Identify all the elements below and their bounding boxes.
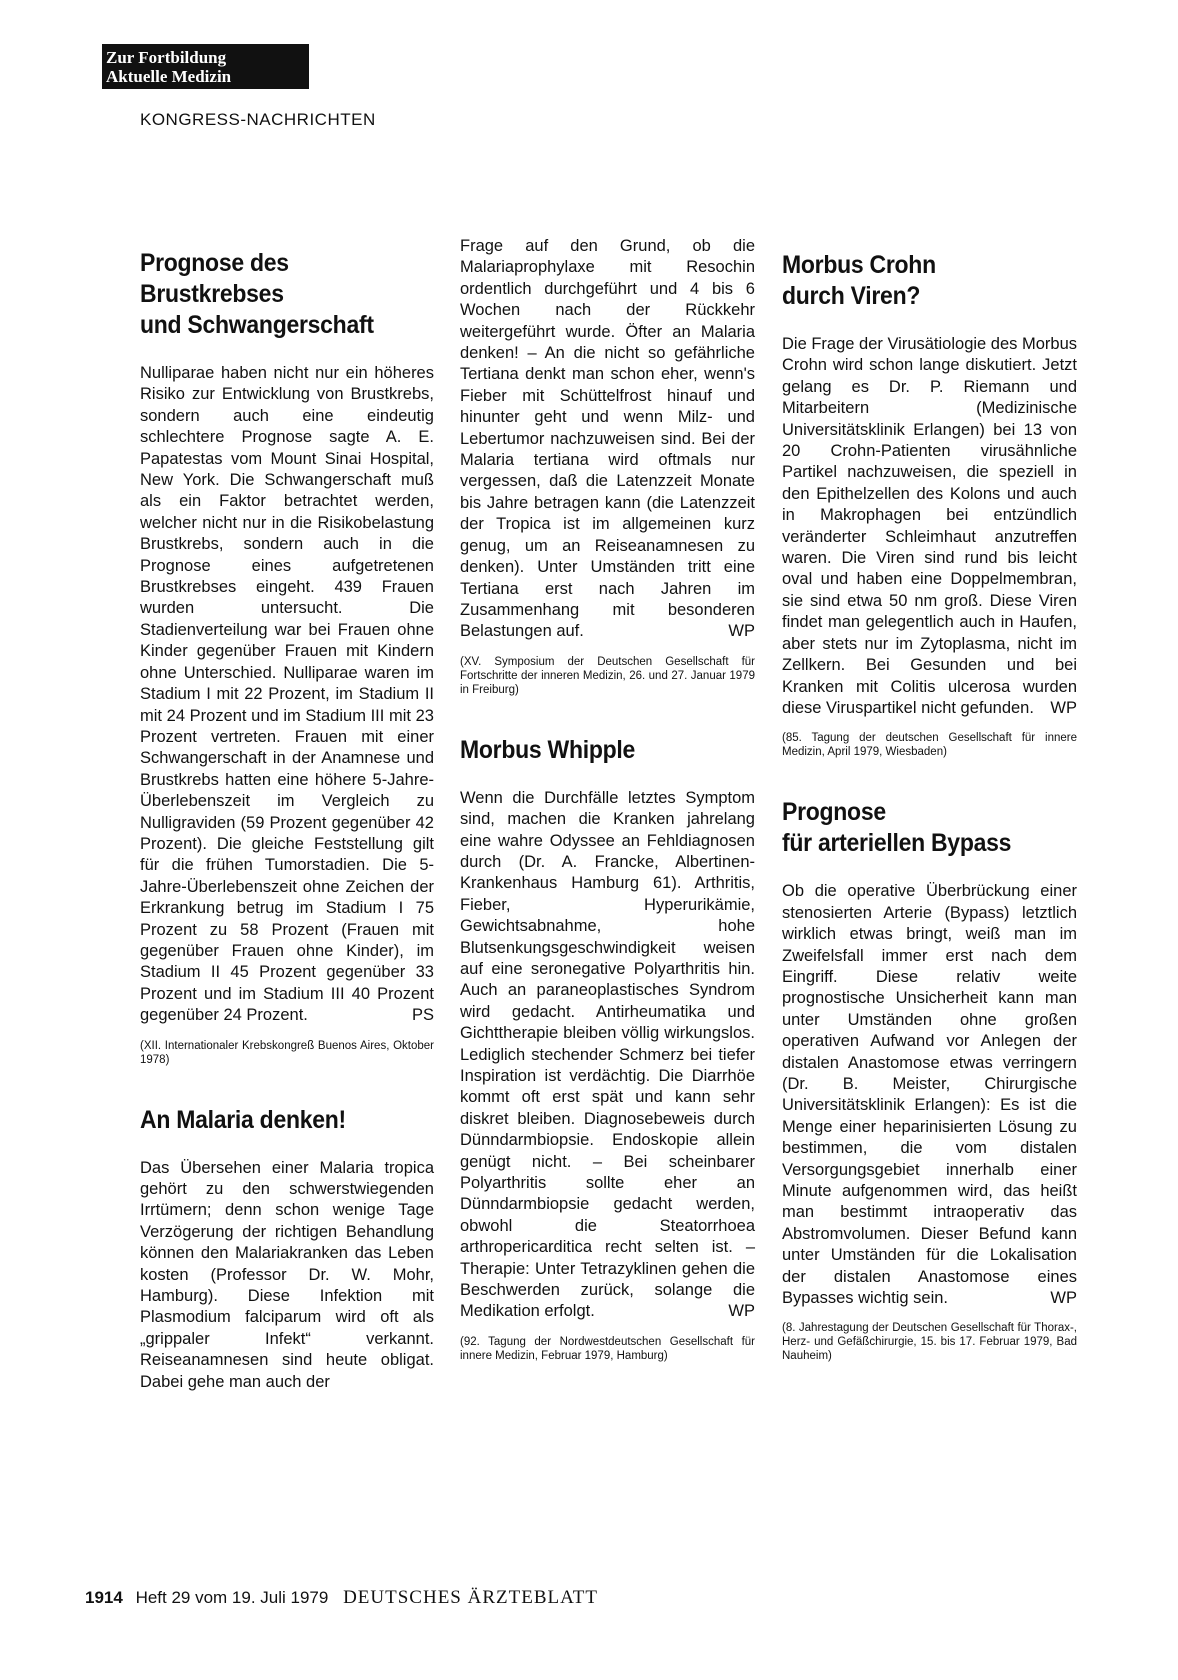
author-initials: WP	[1050, 698, 1077, 717]
article-body	[460, 788, 755, 1323]
body-text: Frage auf den Grund, ob die Malariaprophylaxe mit Resochin ordentlich durchgeführt und 4 bis 6 Wochen nach der Rückkehr weitergeführt wurde. Öfter an Malaria denken! – An die nicht so gefährliche Tertiana denkt man schon eher, wenn's Fieber mit Schüttelfrost hinauf und hinunter geht und wenn Milz- und Lebertumor nachzuweisen sind. Bei der Malaria tertiana wird oftmals nur vergessen, daß die Latenzzeit Monate bis Jahre betragen kann (die Latenzzeit der Tropica ist im allgemeinen kurz genug, um an Reiseanamnesen zu denken). Unter Umständen tritt eine Tertiana erst nach Jahren im Zusammenhang mit besonderen Belastungen auf.	[460, 237, 755, 641]
author-initials: WP	[728, 622, 755, 641]
rubric-box	[102, 44, 309, 89]
section-label: KONGRESS-NACHRICHTEN	[140, 110, 376, 129]
article-crohn	[782, 250, 1077, 759]
article-title	[140, 248, 410, 341]
journal-name: DEUTSCHES ÄRZTEBLATT	[343, 1587, 598, 1608]
page-number: 1914	[85, 1588, 123, 1607]
article-source: (8. Jahrestagung der Deutschen Gesellschaft für Thorax-, Herz- und Gefäßchirurgie, 15. bis 17. Februar 1979, Bad Nauheim)	[782, 1322, 1077, 1363]
article-whipple	[460, 735, 755, 1363]
article-title	[782, 250, 1053, 312]
body-text: Ob die operative Überbrückung einer stenosierten Arterie (Bypass) letztlich wirklich etwas bringt, weiß man im Zweifelsfall immer erst nach dem Eingriff. Diese relativ weite prognostische Unsicherheit kann man unter Umständen ohne großen operativen Aufwand vor Anlegen der distalen Anastomose etwas verringern (Dr. B. Meister, Chirurgische Universitätsklinik Erlangen): Es ist die Menge einer heparinisierten Lösung zu bestimmen, die vom distalen Versorgungsgebiet innerhalb einer Minute aufgenommen wird, das heißt man bestimmt intraoperativ das Abstromvolumen. Dieser Befund kann unter Umständen für die Lokalisation der distalen Anastomose eines Bypasses wichtig sein.	[782, 882, 1077, 1308]
article-title: An Malaria denken!	[140, 1105, 346, 1134]
author-initials: WP	[1050, 1289, 1077, 1308]
article-brustkrebs	[140, 248, 434, 1067]
column-3	[782, 250, 1077, 1363]
article-bypass	[782, 797, 1077, 1363]
body-text: Wenn die Durchfälle letztes Symptom sind, machen die Kranken jahrelang eine wahre Odyssee an Fehldiagnosen durch (Dr. A. Francke, Albertinen-Krankenhaus Hamburg 61). Arthritis, Fieber, Hyperurikämie, Gewichtsabnahme, hohe Blutsenkungsgeschwindigkeit weisen auf eine seronegative Polyarthritis hin. Auch an paraneoplastisches Syndrom wird gedacht. Antirheumatika und Gichttherapie bleiben völlig wirkungslos. Lediglich stechender Schmerz bei tiefer Inspiration ist verdächtig. Die Diarrhöe kommt oft erst spät und kann sehr diskret bleiben. Diagnosebeweis durch Dünndarmbiopsie. Endoskopie allein genügt nicht. – Bei scheinbarer Polyarthritis sollte eher an Dünndarmbiopsie gedacht werden, obwohl die Steatorrhoea arthropericarditica recht selten ist. – Therapie: Unter Tetrazyklinen gehen die Beschwerden zurück, solange die Medikation erfolgt.	[460, 788, 755, 1321]
article-source: (92. Tagung der Nordwestdeutschen Gesellschaft für innere Medizin, Februar 1979, Hamburg)	[460, 1335, 755, 1362]
article-source: (85. Tagung der deutschen Gesellschaft für innere Medizin, April 1979, Wiesbaden)	[782, 732, 1077, 759]
title-line: Prognose	[782, 798, 886, 827]
article-body	[140, 363, 434, 1027]
column-1	[140, 248, 434, 1393]
article-malaria-continued	[460, 236, 755, 697]
title-line: und Schwangerschaft	[140, 311, 374, 339]
article-body: Das Übersehen einer Malaria tropica gehört zu den schwerstwiegenden Irrtümern; denn schon wenige Tage Verzögerung der richtigen Behandlung können den Malariakranken das Leben kosten (Professor Dr. W. Mohr, Hamburg). Diese Infektion mit Plasmodium falciparum wird oft als „grippaler Infekt“ verkannt. Reiseanamnesen sind heute obligat. Dabei gehe man auch der	[140, 1158, 434, 1391]
title-line: Brustkrebses	[140, 280, 284, 308]
page-footer	[85, 1587, 598, 1609]
body-text: Die Frage der Virusätiologie des Morbus Crohn wird schon lange diskutiert. Jetzt gelang es Dr. P. Riemann und Mitarbeitern (Medizinische Universitätsklinik Erlangen) bei 13 von 20 Crohn-Patienten virusähnliche Partikel nachzuweisen, die speziell in den Epithelzellen des Kolons und auch in Makrophagen bei entzündlich veränderter Schleimhaut anzutreffen waren. Die Viren sind rund bis leicht oval und haben eine Doppelmembran, sie sind etwa 50 nm groß. Diese Viren findet man gelegentlich auch in Haufen, aber stets nur im Zytoplasma, nicht im Zellkern. Bei Gesunden und bei Kranken mit Colitis ulcerosa wurden diese Viruspartikel nicht gefunden.	[782, 335, 1078, 717]
article-body	[460, 236, 755, 643]
article-source: (XV. Symposium der Deutschen Gesellschaft für Fortschritte der inneren Medizin, 26. und 27. Januar 1979 in Freiburg)	[460, 655, 755, 696]
body-text: Nulliparae haben nicht nur ein höheres Risiko zur Entwicklung von Brustkrebs, sondern auch eine eindeutig schlechtere Prognose sagte A. E. Papatestas vom Mount Sinai Hospital, New York. Die Schwangerschaft muß als ein Faktor betrachtet werden, welcher nicht nur in die Risikobelastung Brustkrebs, sondern auch in die Prognose eines aufgetretenen Brustkrebses eingeht. 439 Frauen wurden untersucht. Die Stadienverteilung war bei Frauen ohne Kinder gegenüber Frauen mit Kindern ohne Unterschied. Nulliparae waren im Stadium I mit 22 Prozent, im Stadium II mit 24 Prozent und im Stadium III mit 23 Prozent vertreten. Frauen mit einer Schwangerschaft in der Anamnese und Brustkrebs hatten eine höhere 5-Jahre-Überlebenszeit im Vergleich zu Nulligraviden (59 Prozent gegenüber 42 Prozent). Die gleiche Feststellung gilt für die frühen Tumorstadien. Die 5-Jahre-Überlebenszeit ohne Zeichen der Erkrankung betrug im Stadium I 75 Prozent zu 58 Prozent (Frauen mit gegenüber Frauen ohne Kinder), im Stadium II 45 Prozent gegenüber 33 Prozent und im Stadium III 40 Prozent gegenüber 24 Prozent.	[140, 364, 434, 1025]
article-source: (XII. Internationaler Krebskongreß Buenos Aires, Oktober 1978)	[140, 1039, 434, 1066]
title-line: für arteriellen Bypass	[782, 829, 1012, 858]
article-body	[782, 334, 1077, 719]
title-line: Morbus Crohn	[782, 251, 936, 279]
title-line: Prognose des	[140, 249, 289, 277]
article-malaria	[140, 1105, 434, 1393]
author-initials: PS	[411, 1006, 434, 1025]
author-initials: WP	[728, 1302, 755, 1321]
article-title	[782, 797, 1053, 859]
rubric-line-1: Zur Fortbildung	[106, 48, 227, 67]
article-body	[782, 881, 1077, 1309]
issue-info: Heft 29 vom 19. Juli 1979	[135, 1588, 329, 1607]
column-2	[460, 236, 755, 1363]
title-line: durch Viren?	[782, 282, 921, 310]
rubric-line-2: Aktuelle Medizin	[106, 67, 232, 86]
article-title: Morbus Whipple	[460, 735, 636, 764]
